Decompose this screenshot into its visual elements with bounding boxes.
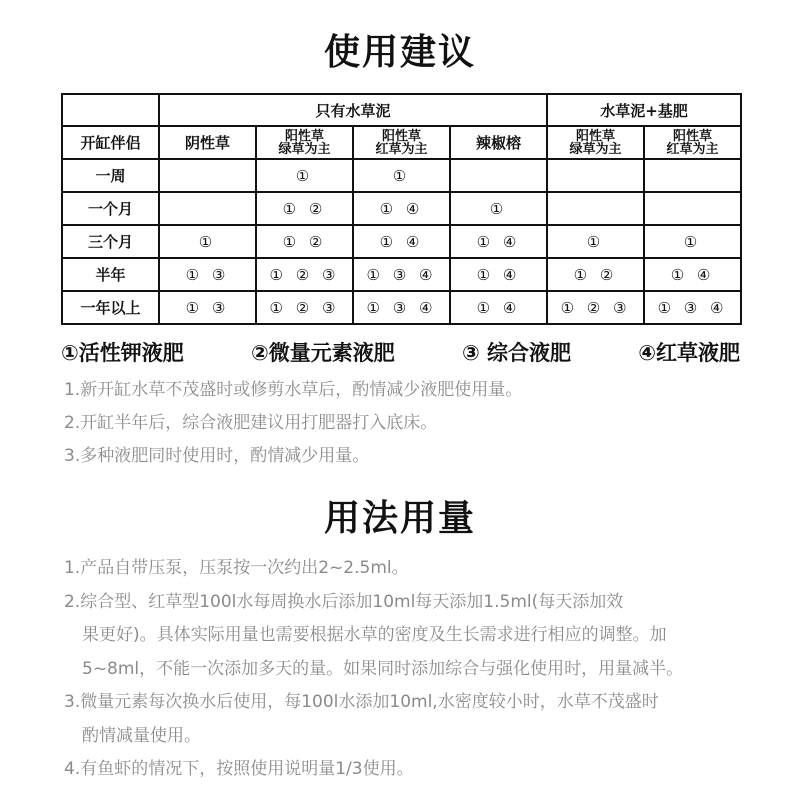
table-cell: ① ④ xyxy=(450,291,547,324)
column-header-line2: 绿草为主 xyxy=(278,141,331,157)
row-label: 一年以上 xyxy=(62,291,159,324)
table-cell: ① xyxy=(547,225,644,258)
table-column-header xyxy=(547,126,644,159)
legend-item-potassium: ①活性钾液肥 xyxy=(61,341,184,365)
table-row xyxy=(62,192,741,225)
table-cell: ① ② xyxy=(256,225,353,258)
table-cell: ① ④ xyxy=(644,258,741,291)
table-row xyxy=(62,291,741,324)
table-cell: ① xyxy=(159,225,256,258)
note-line: 3.多种液肥同时使用时，酌情减少用量。 xyxy=(64,446,370,466)
table-cell: ① ② xyxy=(547,258,644,291)
table-cell: ① ④ xyxy=(450,258,547,291)
column-header-line1: 阳性草 xyxy=(576,128,616,144)
column-header-line1: 阴性草 xyxy=(184,134,230,152)
note-line: 5~8ml，不能一次添加多天的量。如果同时添加综合与强化使用时，用量减半。 xyxy=(82,658,684,679)
table-column-header xyxy=(450,126,547,159)
row-label: 一周 xyxy=(62,159,159,192)
table-cell: ① xyxy=(353,159,450,192)
table-group-blank-cell xyxy=(62,94,159,126)
column-header-line1: 阳性草 xyxy=(284,128,324,144)
table-cell: ① ② ③ xyxy=(256,258,353,291)
table-group-substrate-base-fertilizer: 水草泥+基肥 xyxy=(547,94,741,126)
table-cell: ① xyxy=(256,159,353,192)
legend-item-red-plant: ④红草液肥 xyxy=(638,341,740,365)
table-cell xyxy=(547,192,644,225)
row-label: 半年 xyxy=(62,258,159,291)
table-cell xyxy=(159,159,256,192)
table-group-substrate-only: 只有水草泥 xyxy=(159,94,547,126)
row-label: 一个月 xyxy=(62,192,159,225)
usage-advice-notes xyxy=(64,374,744,473)
column-header-line1: 阳性草 xyxy=(381,128,421,144)
usage-advice-title: 使用建议 xyxy=(323,32,476,73)
table-cell: ① ③ xyxy=(159,291,256,324)
fertilizer-legend xyxy=(61,337,740,367)
table-cell: ① xyxy=(644,225,741,258)
note-line: 3.微量元素每次换水后使用，每100l水添加10ml,水密度较小时，水草不茂盛时 xyxy=(64,692,659,712)
column-header-line2: 绿草为主 xyxy=(569,141,622,157)
note-line: 果更好)。具体实际用量也需要根据水草的密度及生长需求进行相应的调整。加 xyxy=(82,625,667,645)
table-group-row xyxy=(62,94,741,126)
note-line: 4.有鱼虾的情况下，按照使用说明量1/3使用。 xyxy=(64,759,414,779)
column-header-line2: 红草为主 xyxy=(375,141,428,157)
table-cell: ① xyxy=(450,192,547,225)
table-row xyxy=(62,258,741,291)
table-cell: ① ② xyxy=(256,192,353,225)
table-row xyxy=(62,159,741,192)
table-cell xyxy=(644,192,741,225)
note-line: 酌情减量使用。 xyxy=(82,725,201,746)
legend-item-trace-elements: ②微量元素液肥 xyxy=(250,341,395,365)
dosage-title: 用法用量 xyxy=(323,498,476,539)
table-cell: ① ④ xyxy=(450,225,547,258)
table-cell xyxy=(547,159,644,192)
dosage-notes xyxy=(64,552,744,787)
table-column-header xyxy=(256,126,353,159)
column-header-line1: 辣椒榕 xyxy=(476,134,522,152)
table-column-header xyxy=(353,126,450,159)
note-line: 2.开缸半年后，综合液肥建议用打肥器打入底床。 xyxy=(64,413,438,433)
note-line: 1.新开缸水草不茂盛时或修剪水草后，酌情减少液肥使用量。 xyxy=(64,380,523,400)
table-cell: ① ② ③ xyxy=(256,291,353,324)
column-header-line1: 阳性草 xyxy=(673,128,713,144)
table-cell: ① ③ xyxy=(159,258,256,291)
table-cell: ① ③ ④ xyxy=(644,291,741,324)
table-cell: ① ④ xyxy=(353,225,450,258)
note-line: 2.综合型、红草型100l水每周换水后添加10ml每天添加1.5ml(每天添加效 xyxy=(64,591,624,612)
table-cell xyxy=(450,159,547,192)
table-column-header xyxy=(644,126,741,159)
table-cell: ① ② ③ xyxy=(547,291,644,324)
table-header-row xyxy=(62,126,741,159)
legend-item-comprehensive: ③ 综合液肥 xyxy=(461,341,572,365)
table-cell: ① ③ ④ xyxy=(353,291,450,324)
usage-advice-table xyxy=(61,93,742,325)
table-row xyxy=(62,225,741,258)
table-cell: ① ③ ④ xyxy=(353,258,450,291)
note-line: 1.产品自带压泵，压泵按一次约出2~2.5ml。 xyxy=(64,558,409,578)
column-header-line2: 红草为主 xyxy=(666,141,719,157)
table-corner-header: 开缸伴侣 xyxy=(62,126,159,159)
row-label: 三个月 xyxy=(62,225,159,258)
table-cell: ① ④ xyxy=(353,192,450,225)
table-column-header xyxy=(159,126,256,159)
table-cell xyxy=(159,192,256,225)
table-cell xyxy=(644,159,741,192)
